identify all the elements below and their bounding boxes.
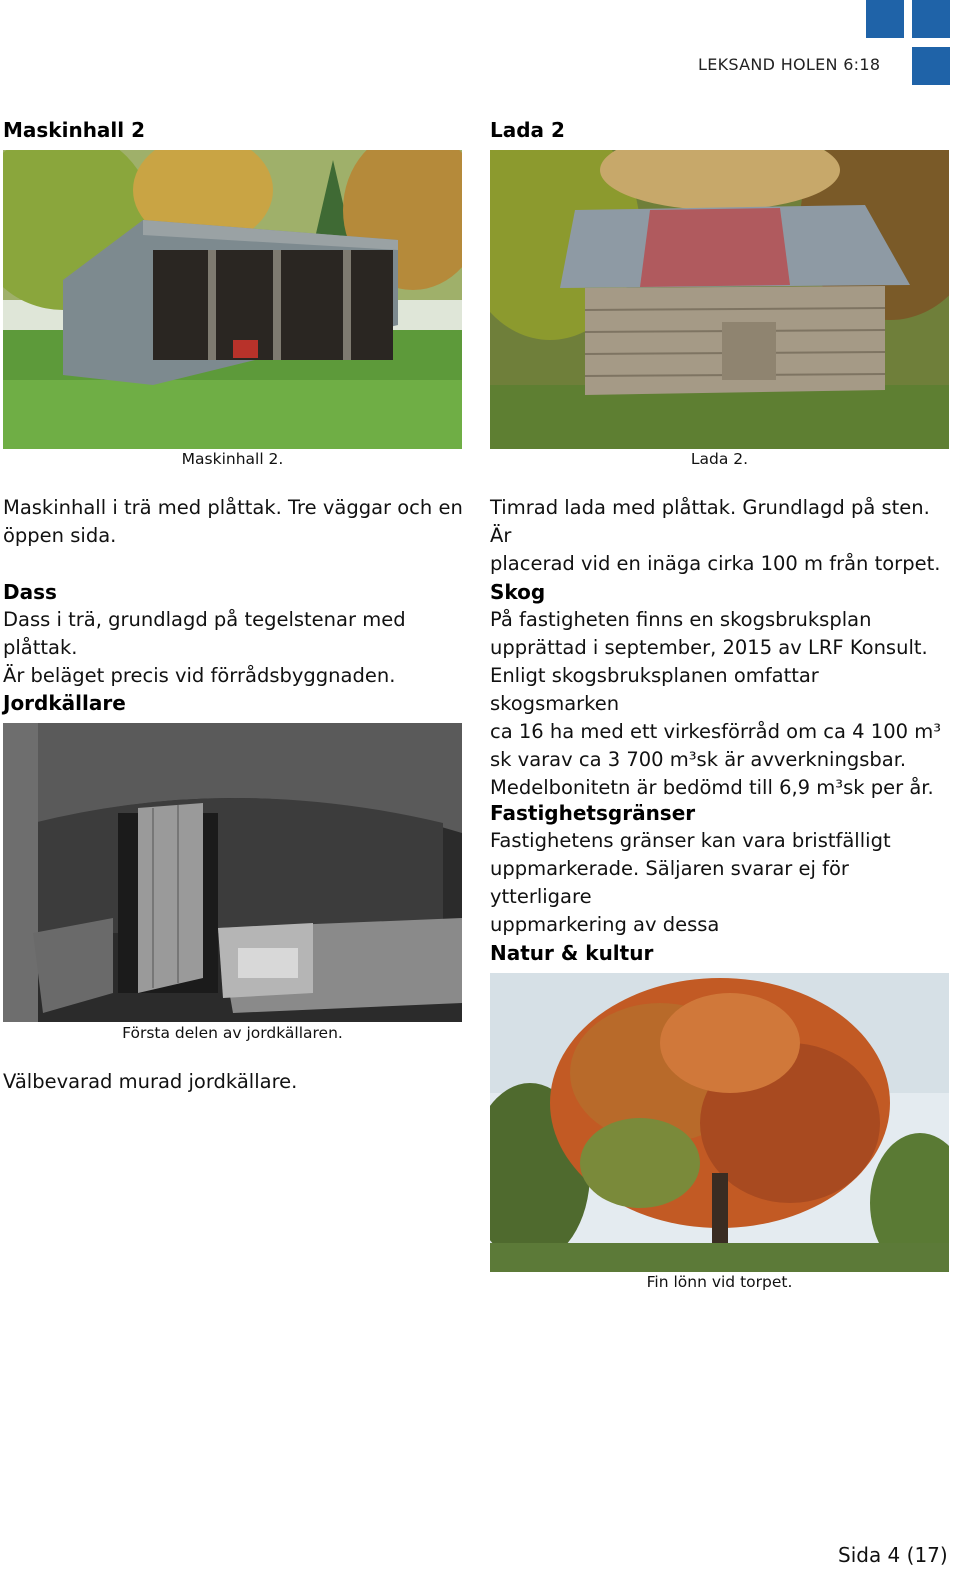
document-title: LEKSAND HOLEN 6:18 <box>698 55 881 74</box>
logo-square <box>912 47 950 85</box>
text-line: ca 16 ha med ett virkesförråd om ca 4 100 m³ <box>490 720 942 743</box>
maple-tree-photo <box>490 973 949 1272</box>
text-lada <box>490 494 950 578</box>
logo-square <box>912 0 950 38</box>
heading-natur-kultur: Natur & kultur <box>490 941 654 965</box>
caption-natur: Fin lönn vid torpet. <box>646 1273 793 1291</box>
heading-maskinhall: Maskinhall 2 <box>3 118 146 142</box>
text-line: Timrad lada med plåttak. Grundlagd på sten. Är <box>490 496 930 547</box>
text-skog <box>490 606 950 802</box>
barn-photo <box>490 150 949 449</box>
caption-lada: Lada 2. <box>690 450 749 468</box>
text-line: sk varav ca 3 700 m³sk är avverkningsbar. <box>490 748 907 771</box>
page-number: Sida 4 (17) <box>838 1543 948 1567</box>
text-line: Maskinhall i trä med plåttak. Tre väggar och en <box>3 496 463 519</box>
heading-fastighetsgranser: Fastighetsgränser <box>490 801 696 825</box>
caption-maskinhall: Maskinhall 2. <box>181 450 284 468</box>
heading-lada: Lada 2 <box>490 118 565 142</box>
text-line: uppmarkering av dessa <box>490 913 720 936</box>
text-line: Enligt skogsbruksplanen omfattar skogsmarken <box>490 664 819 715</box>
text-line: På fastigheten finns en skogsbruksplan <box>490 608 872 631</box>
text-line: Medelbonitetn är bedömd till 6,9 m³sk per år. <box>490 776 934 799</box>
text-maskinhall <box>3 494 473 550</box>
text-line: öppen sida. <box>3 524 117 547</box>
text-dass <box>3 606 473 690</box>
shed-photo <box>3 150 462 449</box>
text-line: Dass i trä, grundlagd på tegelstenar med plåttak. <box>3 608 406 659</box>
logo-square <box>866 0 904 38</box>
text-line: Fastighetens gränser kan vara bristfälligt <box>490 829 891 852</box>
text-line: upprättad i september, 2015 av LRF Konsult. <box>490 636 928 659</box>
cellar-photo <box>3 723 462 1022</box>
text-fastighetsgranser <box>490 827 950 939</box>
heading-dass: Dass <box>3 580 57 604</box>
text-jordkallare: Välbevarad murad jordkällare. <box>3 1070 298 1093</box>
text-line: placerad vid en inäga cirka 100 m från torpet. <box>490 552 941 575</box>
text-line: Är beläget precis vid förrådsbyggnaden. <box>3 664 396 687</box>
heading-jordkallare: Jordkällare <box>3 691 126 715</box>
text-line: uppmarkerade. Säljaren svarar ej för ytterligare <box>490 857 849 908</box>
caption-jordkallare: Första delen av jordkällaren. <box>122 1024 343 1042</box>
heading-skog: Skog <box>490 580 546 604</box>
